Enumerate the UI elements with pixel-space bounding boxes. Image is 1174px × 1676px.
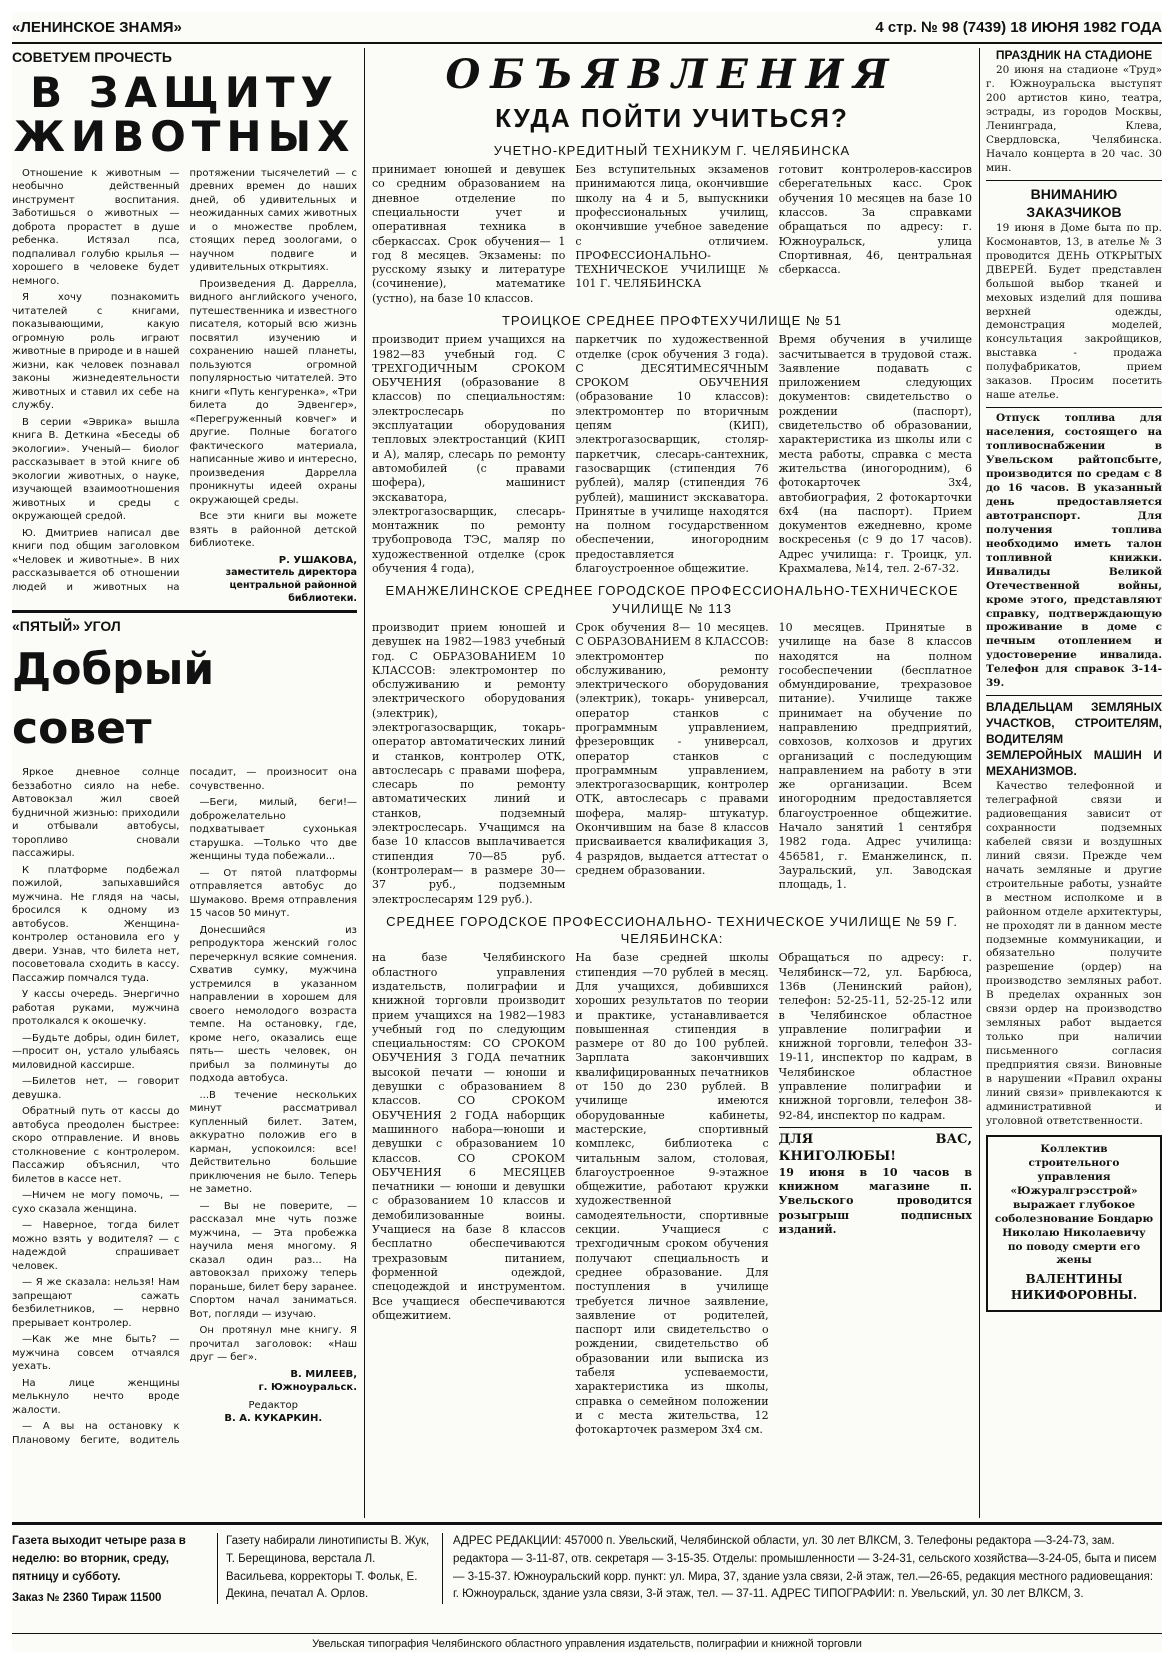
paragraph: На лице женщины мелькнуло нечто вроде жалости. [12, 1377, 180, 1416]
condolence-text: Коллектив строительного управления «Южуралгрэсстрой» выражает глубокое соболезнование Бондарю Николаю Николаевичу по поводу смерти его жены [994, 1142, 1154, 1267]
paragraph: — От пятой платформы отправляется автобус до Шумаково. Время отправления 15 часов 50 минут. [189, 867, 357, 920]
article-signature-role: заместитель директора центральной районной библиотеки. [225, 567, 357, 604]
order-circulation: Заказ № 2360 Тираж 11500 [12, 1592, 162, 1605]
story-author-city: г. Южноуральск. [258, 1382, 357, 1394]
section-header-announcements: ОБЪЯВЛЕНИЯ [445, 51, 899, 98]
editor-label: Редактор [248, 1399, 299, 1411]
schedule-text: Газета выходит четыре раза в неделю: во вторник, среду, пятницу и субботу. [12, 1535, 186, 1583]
rubric-fifth-corner: «ПЯТЫЙ» УГОЛ [12, 617, 121, 634]
paragraph: 20 июня на стадионе «Труд» г. Южноуральска выступят 200 артистов кино, театра, эстрады, из городов Москвы, Ленинграда, Клева, Свердловска, Челябинска. Начало концерта в 20 час. 30 мин. [986, 63, 1162, 174]
ad-title-customers: ВНИМАНИЮ ЗАКАЗЧИКОВ [1026, 185, 1122, 221]
paragraph: 19 июня в Доме быта по пр. Космонавтов, 13, в ателье № 3 проводится ДЕНЬ ОТКРЫТЫХ ДВЕРЕЙ. Будет представлен большой выбор тканей и меховых изделий для пошива верхней одежды, демонстрация моделей, консультация закройщиков, выставка - продажа полуфабрикатов, прием заказов. Просим посетить наше ателье. [986, 221, 1162, 402]
article-title-animals-1: В ЗАЩИТУ [30, 67, 339, 117]
paragraph: В серии «Эврика» вышла книга В. Деткина «Беседы об экологии». Ученый— биолог рассказывает в этой книге об экологии животных, о науке, изучающей взаимоотношения животных и среды с окружающей средой. [12, 416, 180, 523]
paragraph: Донесшийся из репродуктора женский голос перечеркнул всякие сомнения. Схватив сумку, мужчина устремился в указанном направлении в хорошем для своего немолодого возраста темпе. На остановку, где, кроме него, оказались еще пять— шесть человек, он прибыл за полминуты до подхода автобуса. [189, 924, 357, 1085]
paragraph: У кассы очередь. Энергично работая руками, мужчина протолкался к окошечку. [12, 989, 180, 1028]
booklovers-title: ДЛЯ ВАС, КНИГОЛЮБЫ! [778, 1131, 972, 1164]
ad-title-stadium: ПРАЗДНИК НА СТАДИОНЕ [995, 48, 1153, 62]
column-divider [979, 48, 980, 1518]
masthead [12, 12, 1162, 44]
paragraph: производит прием учащихся на 1982—83 учебный год. С ТРЕХГОДИЧНЫМ СРОКОМ ОБУЧЕНИЯ (образование 8 классов) по специальностям: электрослесарь по эксплуатации оборудования тепловых электростанций (КИП и А), маляр, слесарь по ремонту автомобилей (с правами шофера), машинист экскаватора, электрогазосварщик, слесарь-монтажник по ремонту трубопровода ТЭС, маляр по художественной отделке (срок обучения 4 года), [372, 333, 566, 576]
paragraph: Я хочу познакомить читателей с книгами, показывающими, какую огромную роль играют животные в природе и в нашей жизни, как человек познавал законы жизнедеятельности животных и ставил их себе на службу. [12, 292, 180, 412]
left-column [12, 48, 357, 1513]
paragraph: на базе Челябинского областного управления издательств, полиграфии и книжной торговли производит прием учащихся на 1982—1983 учебный год по следующим специальностям: СО СРОКОМ ОБУЧЕНИЯ 3 ГОДА печатник высокой печати — юноши и девушки с образованием 8 классов. СО СРОКОМ ОБУЧЕНИЯ 2 ГОДА наборщик машинного набора—юноши и девушки с образованием 10 классов. СО СРОКОМ ОБУЧЕНИЯ 6 МЕСЯЦЕВ печатники — юноши и девушки с образованием 10 классов и демобилизованные воины. Учащиеся на базе 8 классов бесплатно обеспечиваются трехразовым питанием, форменной одеждой, спецодеждой и инструментом. Все учащиеся обеспечиваются общежитием. [372, 951, 566, 1322]
paragraph: Качество телефонной и телеграфной связи и радиовещания зависит от сохранности подземных кабелей связи и воздушных линий связи. Прежде чем начать земляные и другие строительные работы, узнайте в местном исполкоме и в районном отделе архитектуры, не проходят ли в данном месте подземные коммуникации, и обязательно получите разрешение (ордер) на производство земляных работ. В пределах охранных зон связи ордер на производство земляных работ выдается только при наличии письменного согласия предприятия связи. Виновные в нарушении «Правил охраны линий связи» привлекаются к административной и уголовной ответственности. [986, 780, 1162, 1127]
paragraph: —Будьте добры, один билет,—просит он, устало улыбаясь миловидной кассирше. [12, 1032, 180, 1071]
condolence-name: ВАЛЕНТИНЫ НИКИФОРОВНЫ. [1010, 1272, 1138, 1303]
paragraph: Срок обучения 8— 10 месяцев. С ОБРАЗОВАНИЕМ 8 КЛАССОВ: электромонтер по обслуживанию, ремонту электрического оборудования (электрик), токарь- универсал, оператор станков с программным управлением, фрезеровщик - универсал, оператор станков с программным управлением, электрогазосварщик, контролер ОТК, автослесарь с правами шофера, маляр- штукатур. Окончившим на базе 8 классов присваивается квалификация 3, 4 разрядов, выдается аттестат о среднем образовании. [575, 620, 769, 877]
paragraph: Отношение к животным — необычно действенный инструмент воспитания. Заботишься о животных — доброта прорастет в душе ребенка. Истязал пса, подпаливал голубю крылья — хорошего в человеке будет немного. [12, 167, 180, 287]
paragraph: Он протянул мне книгу. Я прочитал заголовок: «Наш друг — бег». [189, 1325, 357, 1364]
masthead-issue: 4 стр. № 98 (7439) 18 ИЮНЯ 1982 ГОДА [875, 18, 1162, 36]
right-column [986, 48, 1162, 1513]
paragraph: —Билетов нет, — говорит девушка. [12, 1076, 180, 1101]
paragraph: Отпуск топлива для населения, состоящего на топливоснабжении в Увельском райтопсбыте, производится по средам с 8 до 16 часов. В указанный день предоставляется автотранспорт. Для получения топлива необходимо иметь талон топливной книжки. Инвалиды Великой Отечественной войны, кроме этого, представляют справку, подтверждающую проживание в доме с печным отоплением и удостоверение инвалида. Телефон для справок 3-14-39. [986, 412, 1162, 690]
paragraph: — Вы не поверите, — рассказал мне чуть позже мужчина, — Эта пробежка научила меня многому. Я сказал один раз... На автовокзал прихожу теперь пораньше, билет беру заранее. Спортом начал заниматься. Вот, погляди — изучаю. [189, 1200, 357, 1320]
divider [986, 180, 1162, 181]
school-title: СРЕДНЕЕ ГОРОДСКОЕ ПРОФЕССИОНАЛЬНО- ТЕХНИЧЕСКОЕ УЧИЛИЩЕ № 59 Г. ЧЕЛЯБИНСКА: [386, 913, 958, 947]
paragraph: На базе средней школы стипендия —70 рублей в месяц. Для учащихся, добившихся хороших результатов по теории и практике, устанавливается повышенная стипендия в размере от 80 до 100 рублей. Зарплата закончивших квалифицированных печатников от 150 до 230 рублей. В училище имеются оборудованные кабинеты, мастерские, спортивный комплекс, библиотека с читальным залом, столовая, благоустроенное 9-этажное общежитие, работают кружки художественной самодеятельности, спортивные секции. Учащиеся с трехгодичным сроком обучения получают специальность и среднее образование. Для поступления в училище требуется личное заявление, заявление от родителей, паспорт или свидетельство о рождении, свидетельство об образовании или выписка из табеля успеваемости, характеристика из школы, справка о семейном положении и с места жительства, 12 фотокарточек размером 3х4 см. [575, 951, 769, 1437]
paragraph: Ю. Дмитриев написал две книги под общим заголовком «Человек и животные». В них рассказывается об отношении людей и животных на протяжении тысячелетий — с древних времен до наших дней, об удивительных и неожиданных самих животных и о множестве проблем, стоящих перед зоологами, о научном подвиге и удивительных открытиях. [12, 167, 357, 593]
printer-line: Увельская типография Челябинского областного управления издательств, полиграфии и книжной торговли [12, 1633, 1162, 1650]
article-body-animals [12, 167, 357, 606]
paragraph: ...В течение нескольких минут рассматривал купленный билет. Затем, аккуратно положив его в карман, успокоился: все! Действительно большие приключения не было. Теперь не заметно. [189, 1089, 357, 1196]
paragraph: —Ничем не могу помочь, — сухо сказала женщина. [12, 1190, 180, 1215]
condolence-box [986, 1135, 1162, 1312]
paragraph: готовит контролеров-кассиров сберегательных касс. Срок обучения 10 месяцев на базе 10 классов. За справками обращаться по адресу: г. Южноуральск, улица Спортивная, 46, центральная сберкасса. [778, 163, 972, 277]
paragraph: — Я же сказала: нельзя! Нам запрещают сажать безбилетников, — нервно прерывает контролер. [12, 1277, 180, 1329]
paragraph: Произведения Д. Даррелла, видного английского ученого, путешественника и известного писателя, который всю жизнь посвятил изучению и сохранению нашей планеты, пользуются огромной популярностью читателей. Это книги «Путь кенгуренка», «Три билета до Эдвенгер», «Перегруженный ковчег» и другие. Полные богатого фактического материала, написанные живо и интересно, произведения Даррелла проникнуты идеей охраны окружающей среды. [189, 278, 357, 506]
school-text-block [372, 621, 972, 907]
school-text-block [372, 163, 972, 306]
paragraph: паркетчик по художественной отделке (срок обучения 3 года). С ДЕСЯТИМЕСЯЧНЫМ СРОКОМ ОБУЧЕНИЯ (образование 10 классов): электромонтер по вторичным цепям (КИП), электрогазосварщик, столяр-паркетчик, слесарь-сантехник, газосварщик (стипендия 76 рублей), маляр (стипендия 76 рублей), машинист экскаватора. Принятые в училище находятся на полном государственном обеспечении, иногородним предоставляется благоустроенное общежитие. [575, 333, 769, 576]
school-text-block [372, 333, 972, 576]
paragraph: принимает юношей и девушек со средним образованием на дневное отделение по специальности учет и оперативная техника в сберкассах. Срок обучения— 1 год 8 месяцев. Экзамены: по русскому языку и литературе (сочинение), математике (устно), на базе 10 классов. [372, 163, 566, 305]
paragraph: Обратный путь от кассы до автобуса преодолен быстрее: скоро отправление. И вновь столкновение с контролером. Пассажир объяснил, что билетов в кассе нет. [12, 1106, 180, 1185]
newspaper-page [12, 12, 1162, 1652]
school-title: ТРОИЦКОЕ СРЕДНЕЕ ПРОФТЕХУЧИЛИЩЕ № 51 [501, 313, 842, 329]
column-divider [364, 48, 365, 1518]
paragraph: Без вступительных экзаменов принимаются лица, окончившие школу на 4 и 5, выпускники профессиональных училищ, окончившие учебное заведение с отличием. ПРОФЕССИОНАЛЬНО-ТЕХНИЧЕСКОЕ УЧИЛИЩЕ № 101 Г. ЧЕЛЯБИНСКА [575, 163, 769, 291]
staff-credits: Газету набирали линотиписты В. Жук, Т. Берещинова, верстала Л. Васильева, корректоры Т. Фольк, Е. Декина, печатал А. Орлов. [217, 1533, 431, 1604]
publication-schedule [12, 1533, 197, 1608]
paragraph: К платформе подбежал пожилой, запыхавшийся мужчина. Не глядя на часы, бросился к одному из автобусов. Женщина-контролер остановила его у двери. Узнав, что билета нет, посоветовала сходить в кассу. Пассажир помчался туда. [12, 864, 180, 984]
paragraph: 10 месяцев. Принятые в училище на базе 8 классов находятся на полном гособеспечении (бесплатное обмундирование, трехразовое питание). Училище также принимает на обучение по направлению предприятий, совхозов, колхозов и других организаций с последующим направлением на работу в эти же организации. Всем иногородним предоставляется благоустроенное общежитие. Начало занятий 1 сентября 1982 года. Адрес училища: 456581, г. Еманжелинск, п. Зауральский, ул. Заводская площадь, 1. [778, 620, 972, 892]
article-signature: Р. УШАКОВА, [278, 554, 357, 566]
booklovers-text: 19 июня в 10 часов в книжном магазине п. Увельского проводится розыгрыш подписных изданий. [778, 1165, 972, 1236]
paragraph: —Беги, милый, беги!— доброжелательно подхватывает сухонькая старушка. —Только что две женщины туда побежали... [189, 797, 357, 863]
editor-name: В. А. КУКАРКИН. [224, 1413, 323, 1425]
section-subheader: КУДА ПОЙТИ УЧИТЬСЯ? [495, 103, 849, 134]
divider [779, 1127, 972, 1128]
paragraph: Время обучения в училище засчитывается в трудовой стаж. Заявление подавать с приложением следующих документов: свидетельство о рождении (паспорт), свидетельство об образовании, характеристика из школы или с места работы, справка с места жительства (иногородним), 6 фотокарточек 3х4, автобиография, 2 фотокарточки 6х4 (на паспорт). Прием документов ежедневно, кроме воскресенья (с 9 до 17 часов). Адрес училища: г. Троицк, ул. Крахмалева, №14, тел. 2-67-32. [778, 333, 972, 576]
paragraph: — А вы на остановку к Плановому бегите, водитель посадит, — произносит она сочувственно. [12, 767, 357, 1446]
paragraph: Обращаться по адресу: г. Челябинск—72, ул. Барбюса, 136в (Ленинский район), телефон: 52-25-11, 52-25-12 или в Челябинское областное управление полиграфии и книжной торговли, телефон 33-19-11, инспектор по кадрам, в Челябинское областное управление полиграфии и книжной торговли, телефон 38-92-84, инспектор по кадрам. [778, 951, 972, 1122]
school-title: УЧЕТНО-КРЕДИТНЫЙ ТЕХНИКУМ Г. ЧЕЛЯБИНСКА [493, 142, 851, 158]
divider [986, 407, 1162, 408]
school-title: ЕМАНЖЕЛИНСКОЕ СРЕДНЕЕ ГОРОДСКОЕ ПРОФЕССИОНАЛЬНО-ТЕХНИЧЕСКОЕ УЧИЛИЩЕ № 113 [385, 583, 959, 616]
divider [986, 695, 1162, 696]
center-column [372, 48, 972, 1513]
paragraph: Яркое дневное солнце беззаботно сияло на небе. Автовокзал жил своей будничной жизнью: приходили и отбывали автобусы, торопливо сновали пассажиры. [12, 767, 180, 860]
ad-title-land-owners: ВЛАДЕЛЬЦАМ ЗЕМЛЯНЫХ УЧАСТКОВ, СТРОИТЕЛЯМ, ВОДИТЕЛЯМ ЗЕМЛЕРОЙНЫХ МАШИН И МЕХАНИЗМОВ. [986, 700, 1162, 779]
imprint-footer [12, 1522, 1162, 1655]
divider [12, 610, 357, 613]
paragraph: — Наверное, тогда билет можно взять у водителя? — с надеждой спрашивает человек. [12, 1220, 180, 1272]
paragraph: Все эти книги вы можете взять в районной детской библиотеке. [189, 511, 357, 550]
school-text-block [372, 951, 972, 1437]
rubric-recommend: СОВЕТУЕМ ПРОЧЕСТЬ [12, 49, 172, 65]
story-author: В. МИЛЕЕВ, [290, 1368, 357, 1380]
paragraph: производит прием юношей и девушек на 1982—1983 учебный год. С ОБРАЗОВАНИЕМ 10 КЛАССОВ: электромонтер по обслуживанию и ремонту электрического оборудования (электрик), электрогазосварщик, токарь- оператор автоматических линий и станков, контролер ОТК, автослесарь с правами шофера, слесарь по ремонту автоматических линий и станков, подземный электрослесарь. Учащимся на базе 10 классов выплачивается стипендия 70—85 руб. (контролерам— в размере 30—37 руб., подземным электрослесарям 129 руб.). [372, 620, 566, 906]
article-body-good-advice [12, 766, 357, 1447]
editorial-address: АДРЕС РЕДАКЦИИ: 457000 п. Увельский, Челябинской области, ул. 30 лет ВЛКСМ, 3. Телефоны редактора —3-24-73, зам. редактора — 3-11-87, отв. секретаря — 3-15-35. Отделы: промышленности — 3-24-31, сельского хозяйства—3-24-05, быта и писем— 3-15-37. Южноуральский корр. пункт: ул. Мира, 37, здание узла связи, 2-й этаж, тел.—26-65, редакция местного радиовещания: г. Южноуральск, здание узла связи, 3-й этаж, тел. — 37-11. АДРЕС ТИПОГРАФИИ: п. Увельский, ул. 30 лет ВЛКСМ, 3. [442, 1533, 1162, 1604]
paragraph: —Как же мне быть? — мужчина совсем отчаялся уехать. [12, 1334, 180, 1373]
article-title-animals-2: ЖИВОТНЫХ [13, 111, 356, 161]
article-title-good-advice: Добрый совет [12, 644, 215, 754]
masthead-title: «ЛЕНИНСКОЕ ЗНАМЯ» [12, 18, 182, 36]
